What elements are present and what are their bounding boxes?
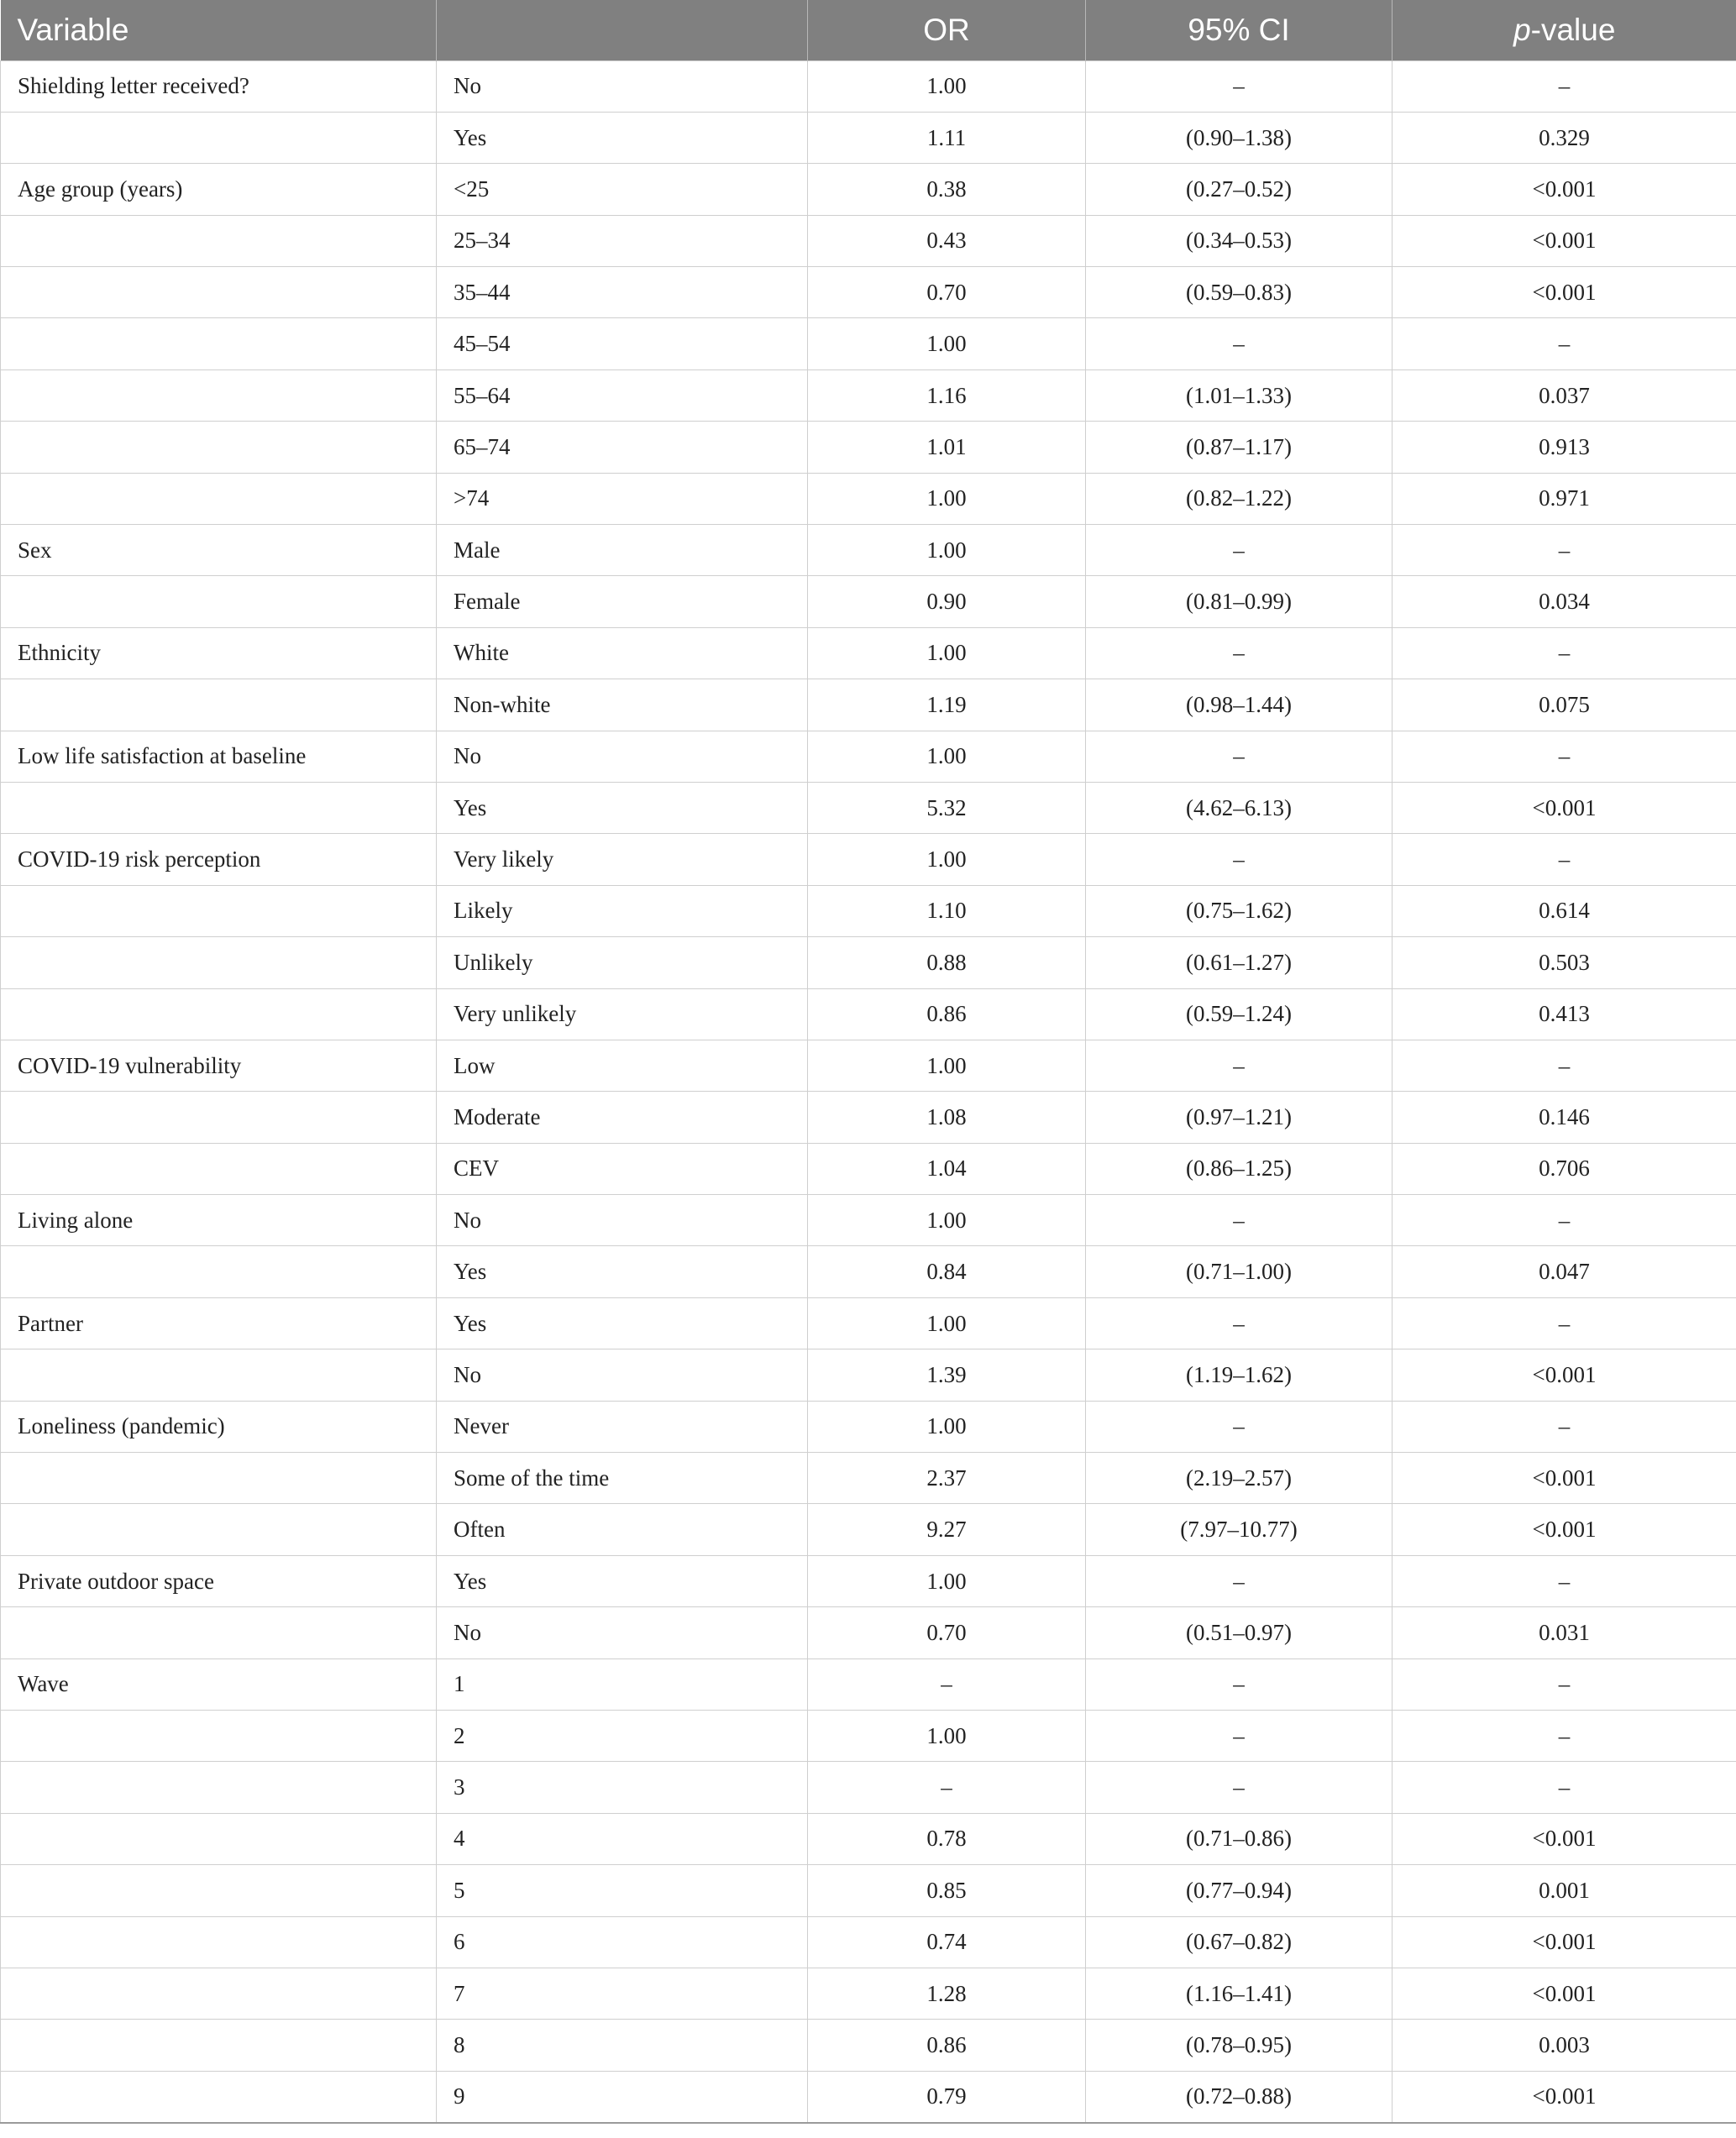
- category-cell: No: [437, 1607, 808, 1659]
- header-p-prefix: p: [1513, 12, 1531, 47]
- or-cell: 0.86: [808, 988, 1086, 1040]
- variable-cell: [1, 422, 437, 473]
- or-cell: 1.00: [808, 731, 1086, 782]
- table-row: [1, 1813, 1736, 1864]
- ci-cell: (0.51–0.97): [1086, 1607, 1392, 1659]
- or-cell: 1.00: [808, 525, 1086, 576]
- p-value-cell: –: [1392, 731, 1736, 782]
- category-cell: 65–74: [437, 422, 808, 473]
- variable-cell: [1, 267, 437, 318]
- category-cell: Very unlikely: [437, 988, 808, 1040]
- ci-cell: (0.86–1.25): [1086, 1143, 1392, 1194]
- table-row: [1, 1349, 1736, 1401]
- p-value-cell: –: [1392, 1195, 1736, 1246]
- or-cell: 0.70: [808, 267, 1086, 318]
- table-row: [1, 1762, 1736, 1813]
- p-value-cell: <0.001: [1392, 782, 1736, 833]
- variable-cell: [1, 679, 437, 731]
- p-value-cell: <0.001: [1392, 267, 1736, 318]
- category-cell: No: [437, 731, 808, 782]
- or-cell: 0.70: [808, 1607, 1086, 1659]
- table-row: [1, 318, 1736, 369]
- p-value-cell: <0.001: [1392, 164, 1736, 215]
- table-row: [1, 1246, 1736, 1297]
- category-cell: Low: [437, 1040, 808, 1091]
- table-row: [1, 1711, 1736, 1762]
- p-value-cell: –: [1392, 1555, 1736, 1606]
- p-value-cell: <0.001: [1392, 1453, 1736, 1504]
- or-cell: –: [808, 1659, 1086, 1710]
- ci-cell: –: [1086, 1659, 1392, 1710]
- variable-cell: [1, 1813, 437, 1864]
- ci-cell: (2.19–2.57): [1086, 1453, 1392, 1504]
- category-cell: No: [437, 1349, 808, 1401]
- category-cell: Likely: [437, 885, 808, 936]
- or-cell: 1.00: [808, 1297, 1086, 1349]
- table-row: [1, 937, 1736, 988]
- ci-cell: (0.98–1.44): [1086, 679, 1392, 731]
- p-value-cell: 0.034: [1392, 576, 1736, 627]
- or-cell: 1.00: [808, 318, 1086, 369]
- p-value-cell: –: [1392, 1040, 1736, 1091]
- ci-cell: (0.59–0.83): [1086, 267, 1392, 318]
- variable-cell: [1, 2020, 437, 2071]
- ci-cell: –: [1086, 60, 1392, 112]
- p-value-cell: –: [1392, 60, 1736, 112]
- variable-cell: [1, 473, 437, 524]
- ci-cell: –: [1086, 627, 1392, 679]
- table-row: [1, 988, 1736, 1040]
- category-cell: 3: [437, 1762, 808, 1813]
- p-value-cell: –: [1392, 834, 1736, 885]
- ci-cell: (4.62–6.13): [1086, 782, 1392, 833]
- table-row: [1, 1143, 1736, 1194]
- or-cell: 0.38: [808, 164, 1086, 215]
- category-cell: Yes: [437, 1555, 808, 1606]
- or-cell: 0.79: [808, 2071, 1086, 2122]
- category-cell: Yes: [437, 112, 808, 163]
- p-value-cell: 0.503: [1392, 937, 1736, 988]
- variable-cell: [1, 215, 437, 266]
- ci-cell: –: [1086, 834, 1392, 885]
- category-cell: 2: [437, 1711, 808, 1762]
- p-value-cell: <0.001: [1392, 1813, 1736, 1864]
- ci-cell: –: [1086, 1401, 1392, 1452]
- or-cell: 5.32: [808, 782, 1086, 833]
- p-value-cell: –: [1392, 1297, 1736, 1349]
- or-cell: 1.08: [808, 1092, 1086, 1143]
- or-cell: 1.00: [808, 1555, 1086, 1606]
- p-value-cell: 0.003: [1392, 2020, 1736, 2071]
- ci-cell: (0.72–0.88): [1086, 2071, 1392, 2122]
- or-cell: 1.00: [808, 1711, 1086, 1762]
- ci-cell: (1.19–1.62): [1086, 1349, 1392, 1401]
- header-p-suffix: -value: [1530, 12, 1616, 47]
- category-cell: 7: [437, 1968, 808, 2019]
- ci-cell: (0.77–0.94): [1086, 1865, 1392, 1916]
- ci-cell: (1.01–1.33): [1086, 369, 1392, 421]
- category-cell: Yes: [437, 1246, 808, 1297]
- variable-cell: [1, 1711, 437, 1762]
- variable-cell: Shielding letter received?: [1, 60, 437, 112]
- or-cell: 1.00: [808, 1401, 1086, 1452]
- category-cell: 6: [437, 1916, 808, 1968]
- p-value-cell: 0.413: [1392, 988, 1736, 1040]
- p-value-cell: –: [1392, 1762, 1736, 1813]
- category-cell: 35–44: [437, 267, 808, 318]
- variable-cell: [1, 576, 437, 627]
- p-value-cell: <0.001: [1392, 1916, 1736, 1968]
- category-cell: Never: [437, 1401, 808, 1452]
- ci-cell: –: [1086, 1195, 1392, 1246]
- table-row: [1, 1195, 1736, 1246]
- ci-cell: (0.71–1.00): [1086, 1246, 1392, 1297]
- ci-cell: –: [1086, 318, 1392, 369]
- or-cell: 0.86: [808, 2020, 1086, 2071]
- or-cell: 1.39: [808, 1349, 1086, 1401]
- variable-cell: [1, 1916, 437, 1968]
- variable-cell: Private outdoor space: [1, 1555, 437, 1606]
- p-value-cell: –: [1392, 1401, 1736, 1452]
- category-cell: >74: [437, 473, 808, 524]
- table-row: [1, 1401, 1736, 1452]
- or-cell: 0.85: [808, 1865, 1086, 1916]
- category-cell: Male: [437, 525, 808, 576]
- ci-cell: (0.27–0.52): [1086, 164, 1392, 215]
- table-row: [1, 267, 1736, 318]
- variable-cell: [1, 1246, 437, 1297]
- variable-cell: Low life satisfaction at baseline: [1, 731, 437, 782]
- variable-cell: [1, 1762, 437, 1813]
- variable-cell: [1, 885, 437, 936]
- variable-cell: Ethnicity: [1, 627, 437, 679]
- category-cell: CEV: [437, 1143, 808, 1194]
- header-category: [437, 0, 808, 60]
- ci-cell: (0.34–0.53): [1086, 215, 1392, 266]
- category-cell: 4: [437, 1813, 808, 1864]
- ci-cell: –: [1086, 1762, 1392, 1813]
- ci-cell: (0.67–0.82): [1086, 1916, 1392, 1968]
- ci-cell: –: [1086, 731, 1392, 782]
- variable-cell: Living alone: [1, 1195, 437, 1246]
- variable-cell: [1, 1453, 437, 1504]
- table-row: [1, 679, 1736, 731]
- ci-cell: (7.97–10.77): [1086, 1504, 1392, 1555]
- table-row: [1, 2020, 1736, 2071]
- p-value-cell: 0.971: [1392, 473, 1736, 524]
- header-ci: 95% CI: [1086, 0, 1392, 60]
- table-row: [1, 1555, 1736, 1606]
- or-cell: 1.19: [808, 679, 1086, 731]
- category-cell: No: [437, 1195, 808, 1246]
- category-cell: Often: [437, 1504, 808, 1555]
- table-row: [1, 112, 1736, 163]
- table-row: [1, 422, 1736, 473]
- variable-cell: [1, 112, 437, 163]
- table-row: [1, 834, 1736, 885]
- variable-cell: [1, 1968, 437, 2019]
- variable-cell: [1, 2071, 437, 2122]
- category-cell: No: [437, 60, 808, 112]
- p-value-cell: 0.047: [1392, 1246, 1736, 1297]
- ci-cell: (0.90–1.38): [1086, 112, 1392, 163]
- variable-cell: [1, 1349, 437, 1401]
- p-value-cell: <0.001: [1392, 1504, 1736, 1555]
- variable-cell: [1, 1865, 437, 1916]
- p-value-cell: 0.037: [1392, 369, 1736, 421]
- category-cell: Unlikely: [437, 937, 808, 988]
- or-cell: 1.00: [808, 1040, 1086, 1091]
- table-row: [1, 1092, 1736, 1143]
- variable-cell: Partner: [1, 1297, 437, 1349]
- or-cell: 9.27: [808, 1504, 1086, 1555]
- header-p-value: [1392, 0, 1736, 60]
- table-row: [1, 369, 1736, 421]
- ci-cell: (0.82–1.22): [1086, 473, 1392, 524]
- or-cell: 0.78: [808, 1813, 1086, 1864]
- ci-cell: (0.81–0.99): [1086, 576, 1392, 627]
- ci-cell: (0.87–1.17): [1086, 422, 1392, 473]
- p-value-cell: 0.001: [1392, 1865, 1736, 1916]
- category-cell: White: [437, 627, 808, 679]
- ci-cell: –: [1086, 525, 1392, 576]
- table-row: [1, 1916, 1736, 1968]
- variable-cell: Loneliness (pandemic): [1, 1401, 437, 1452]
- table-row: [1, 1968, 1736, 2019]
- or-cell: 1.00: [808, 1195, 1086, 1246]
- p-value-cell: 0.146: [1392, 1092, 1736, 1143]
- or-cell: 1.28: [808, 1968, 1086, 2019]
- table-row: [1, 2071, 1736, 2122]
- p-value-cell: –: [1392, 627, 1736, 679]
- category-cell: Moderate: [437, 1092, 808, 1143]
- table-body: [1, 60, 1736, 2123]
- variable-cell: [1, 1607, 437, 1659]
- table-row: [1, 1504, 1736, 1555]
- variable-cell: Age group (years): [1, 164, 437, 215]
- ci-cell: (0.78–0.95): [1086, 2020, 1392, 2071]
- category-cell: Non-white: [437, 679, 808, 731]
- p-value-cell: 0.614: [1392, 885, 1736, 936]
- category-cell: 5: [437, 1865, 808, 1916]
- table-row: [1, 627, 1736, 679]
- p-value-cell: –: [1392, 1659, 1736, 1710]
- variable-cell: [1, 782, 437, 833]
- ci-cell: –: [1086, 1555, 1392, 1606]
- category-cell: 25–34: [437, 215, 808, 266]
- p-value-cell: 0.075: [1392, 679, 1736, 731]
- ci-cell: –: [1086, 1711, 1392, 1762]
- p-value-cell: <0.001: [1392, 215, 1736, 266]
- or-cell: 1.01: [808, 422, 1086, 473]
- or-cell: 1.10: [808, 885, 1086, 936]
- category-cell: Very likely: [437, 834, 808, 885]
- table-row: [1, 731, 1736, 782]
- header-variable: Variable: [1, 0, 437, 60]
- category-cell: Female: [437, 576, 808, 627]
- or-cell: 0.88: [808, 937, 1086, 988]
- category-cell: 45–54: [437, 318, 808, 369]
- table-row: [1, 1659, 1736, 1710]
- table-row: [1, 60, 1736, 112]
- p-value-cell: –: [1392, 318, 1736, 369]
- p-value-cell: 0.913: [1392, 422, 1736, 473]
- variable-cell: [1, 1504, 437, 1555]
- category-cell: Yes: [437, 782, 808, 833]
- ci-cell: –: [1086, 1297, 1392, 1349]
- ci-cell: (0.71–0.86): [1086, 1813, 1392, 1864]
- variable-cell: [1, 369, 437, 421]
- variable-cell: [1, 318, 437, 369]
- ci-cell: (0.61–1.27): [1086, 937, 1392, 988]
- variable-cell: [1, 1092, 437, 1143]
- or-cell: 1.16: [808, 369, 1086, 421]
- or-cell: –: [808, 1762, 1086, 1813]
- or-cell: 0.90: [808, 576, 1086, 627]
- table-row: [1, 164, 1736, 215]
- ci-cell: (1.16–1.41): [1086, 1968, 1392, 2019]
- or-cell: 1.00: [808, 627, 1086, 679]
- or-cell: 1.00: [808, 473, 1086, 524]
- category-cell: <25: [437, 164, 808, 215]
- category-cell: 55–64: [437, 369, 808, 421]
- or-cell: 1.04: [808, 1143, 1086, 1194]
- or-cell: 1.00: [808, 834, 1086, 885]
- p-value-cell: –: [1392, 525, 1736, 576]
- or-cell: 0.74: [808, 1916, 1086, 1968]
- variable-cell: Wave: [1, 1659, 437, 1710]
- table-row: [1, 1607, 1736, 1659]
- table-row: [1, 525, 1736, 576]
- header-row: [1, 0, 1736, 60]
- or-cell: 2.37: [808, 1453, 1086, 1504]
- category-cell: Some of the time: [437, 1453, 808, 1504]
- variable-cell: [1, 1143, 437, 1194]
- p-value-cell: 0.329: [1392, 112, 1736, 163]
- table-row: [1, 1865, 1736, 1916]
- table-row: [1, 1040, 1736, 1091]
- table-row: [1, 215, 1736, 266]
- or-cell: 0.43: [808, 215, 1086, 266]
- table-row: [1, 1297, 1736, 1349]
- table-row: [1, 885, 1736, 936]
- ci-cell: –: [1086, 1040, 1392, 1091]
- or-cell: 0.84: [808, 1246, 1086, 1297]
- category-cell: 9: [437, 2071, 808, 2122]
- or-cell: 1.00: [808, 60, 1086, 112]
- p-value-cell: <0.001: [1392, 2071, 1736, 2122]
- variable-cell: COVID-19 vulnerability: [1, 1040, 437, 1091]
- variable-cell: COVID-19 risk perception: [1, 834, 437, 885]
- table-row: [1, 1453, 1736, 1504]
- p-value-cell: <0.001: [1392, 1349, 1736, 1401]
- table-row: [1, 473, 1736, 524]
- variable-cell: [1, 937, 437, 988]
- table-row: [1, 782, 1736, 833]
- p-value-cell: 0.031: [1392, 1607, 1736, 1659]
- category-cell: Yes: [437, 1297, 808, 1349]
- or-cell: 1.11: [808, 112, 1086, 163]
- p-value-cell: –: [1392, 1711, 1736, 1762]
- variable-cell: [1, 988, 437, 1040]
- variable-cell: Sex: [1, 525, 437, 576]
- ci-cell: (0.59–1.24): [1086, 988, 1392, 1040]
- p-value-cell: <0.001: [1392, 1968, 1736, 2019]
- category-cell: 8: [437, 2020, 808, 2071]
- table-row: [1, 576, 1736, 627]
- ci-cell: (0.75–1.62): [1086, 885, 1392, 936]
- header-or: OR: [808, 0, 1086, 60]
- category-cell: 1: [437, 1659, 808, 1710]
- ci-cell: (0.97–1.21): [1086, 1092, 1392, 1143]
- p-value-cell: 0.706: [1392, 1143, 1736, 1194]
